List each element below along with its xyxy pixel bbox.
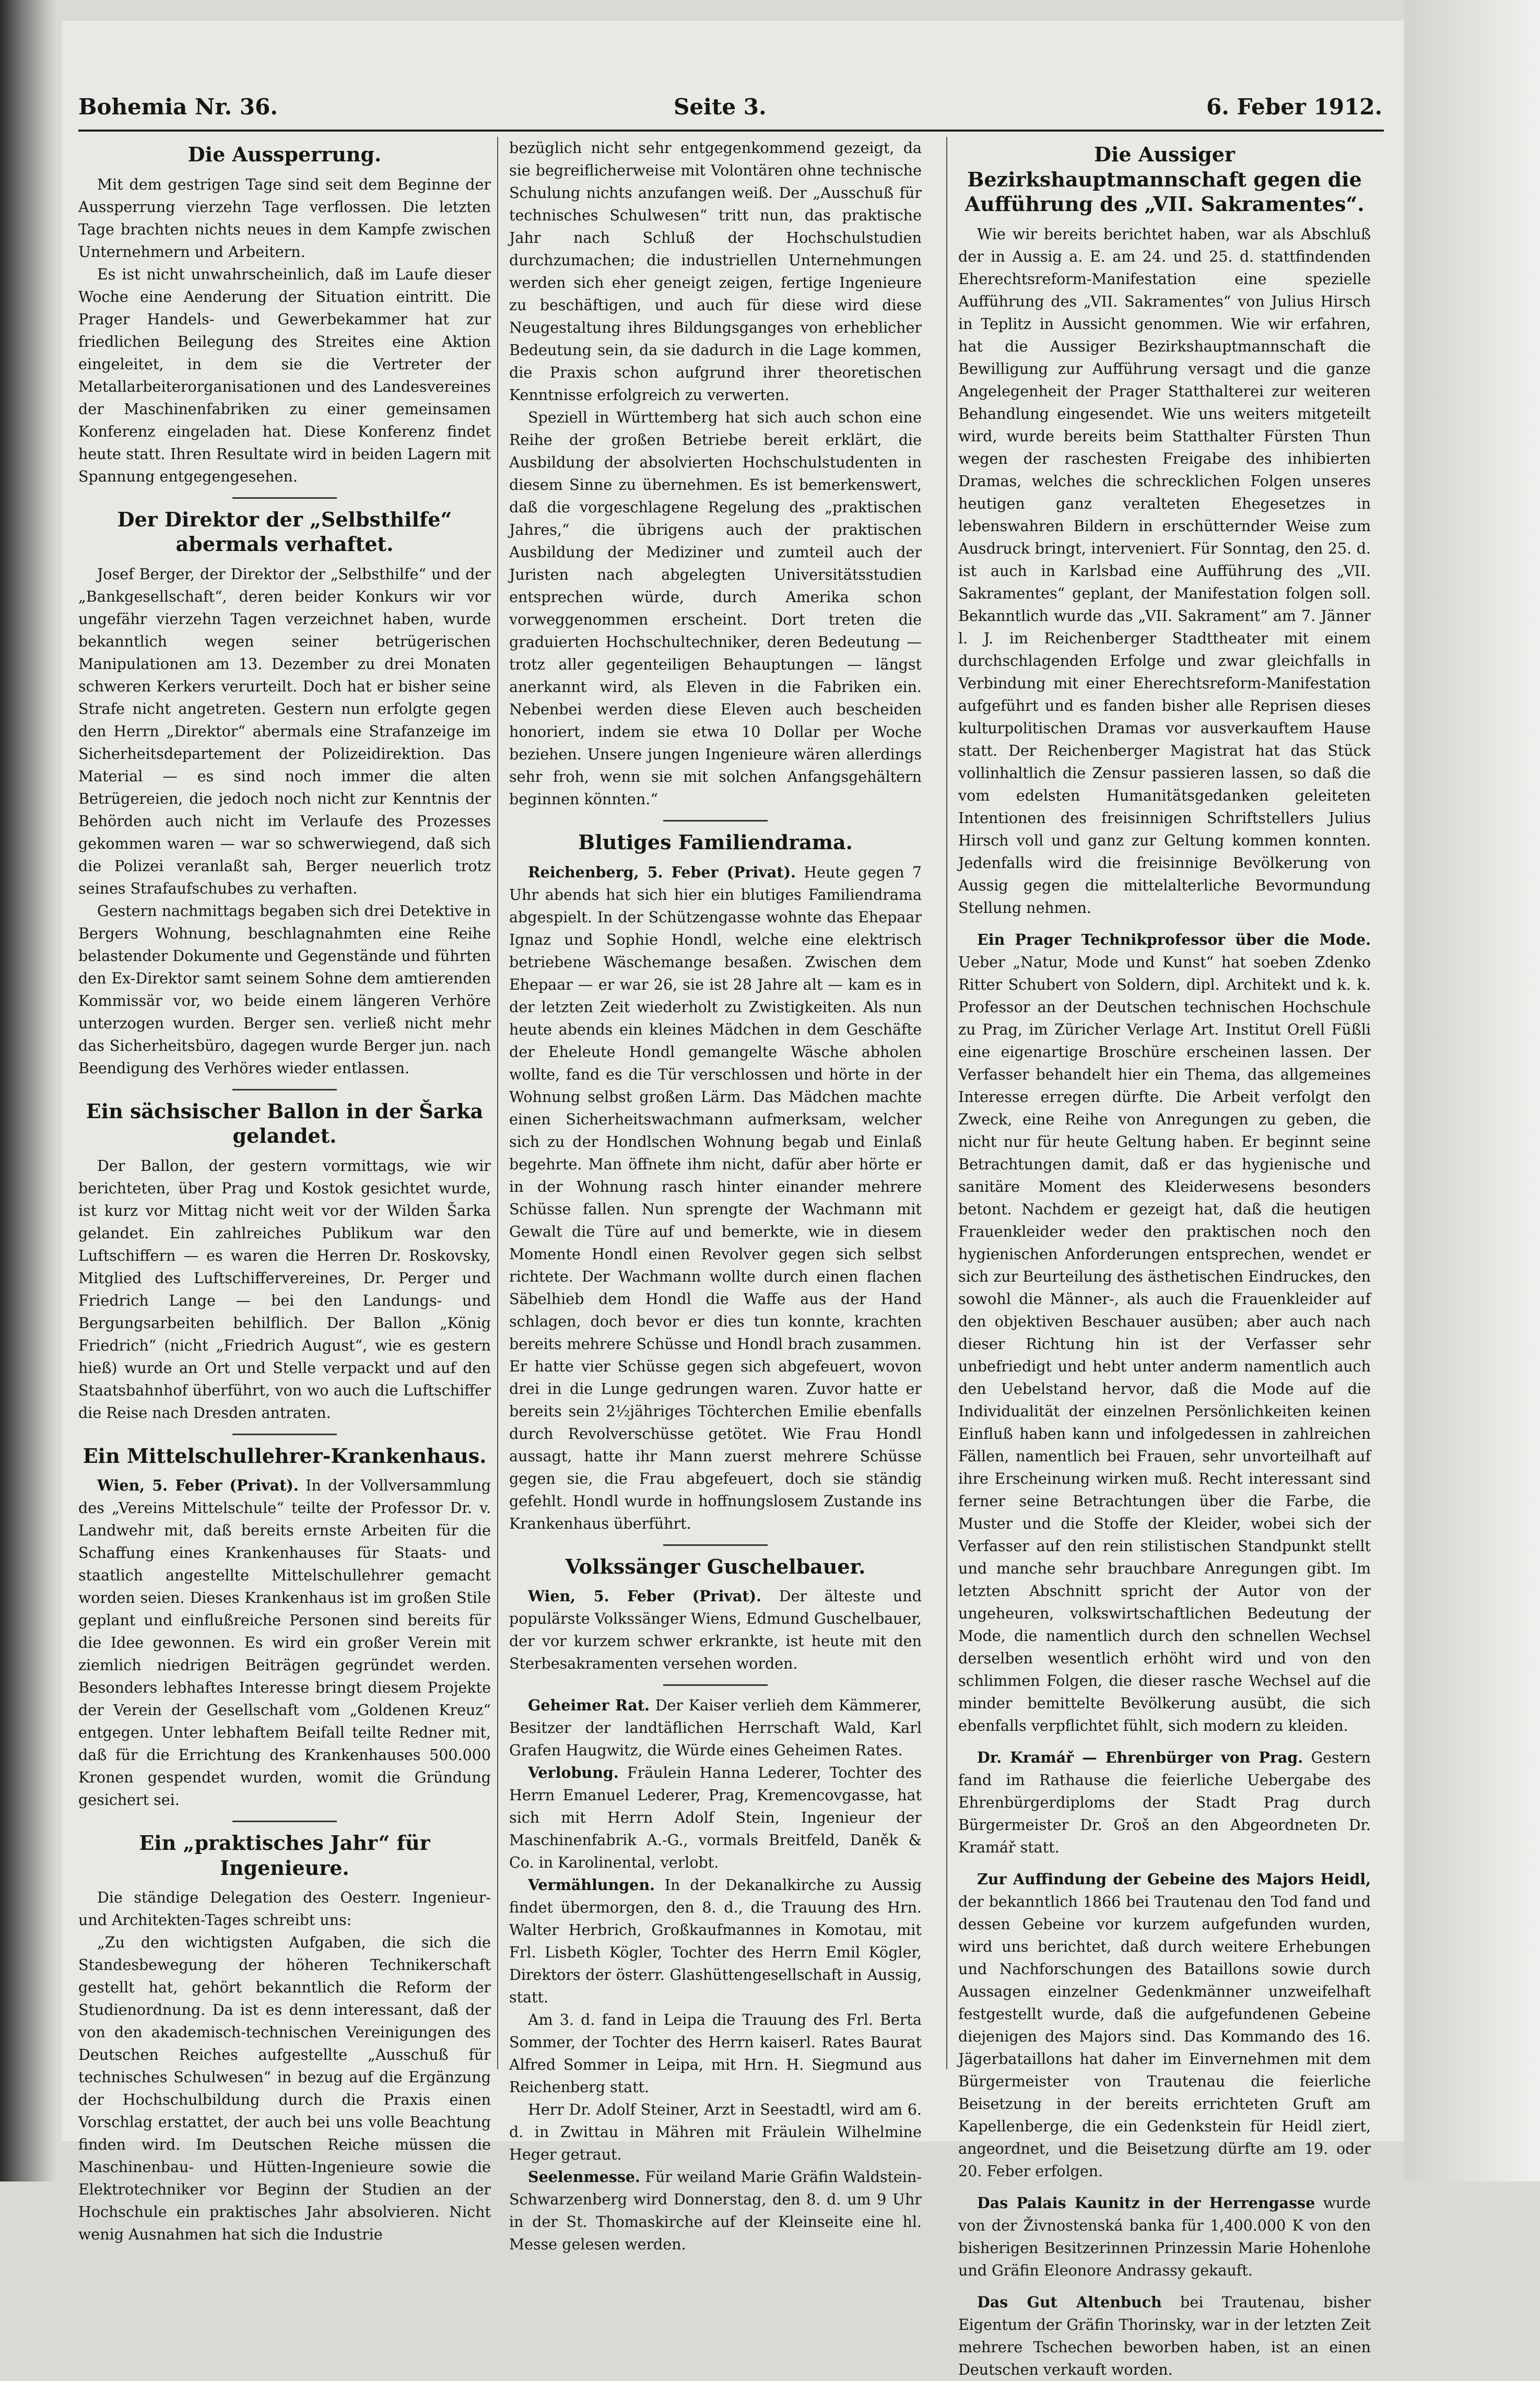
section-rule — [663, 820, 768, 822]
article-paragraph — [958, 2291, 1371, 2381]
dateline: Wien, 5. Feber (Privat). — [97, 1476, 299, 1494]
article-paragraph — [78, 1474, 491, 1811]
article-paragraph: Mit dem gestrigen Tage sind seit dem Beginne der Aussperrung vierzehn Tage verflossen. Die letzten Tage brachten nichts neues in dem Kampfe zwischen Unternehmern und Arbeitern. — [78, 175, 491, 261]
article-ballon — [78, 1099, 491, 1424]
article-paragraph: „Zu den wichtigsten Aufgaben, die sich die Standesbewegung der höheren Technikerschaft gestellt hat, gehört bekanntlich die Reform der Studienordnung. Da ist es denn interessant, daß der von den akademisch-technischen Vereinigungen des Deutschen Reiches aufgestellte „Ausschuß für technisches Schulwesen“ in bezug auf die Ergänzung der Hochschulbildung durch die Praxis einen Vorschlag erstattet, der auch bei uns volle Beachtung finden wird. Im Deutschen Reiche müssen die Maschinenbau- und Hütten-Ingenieure sowie die Elektrotechniker vor Beginn der Studien an der Hochschule ein praktisches Jahr absolvieren. Nicht wenig Ausnahmen hat sich die Industrie — [78, 1934, 491, 2243]
section-rule — [232, 1434, 337, 1435]
book-binding-shadow — [0, 0, 56, 2181]
article-headline: Der Direktor der „Selbsthilfe“ abermals verhaftet. — [117, 507, 452, 556]
dateline: Reichenberg, 5. Feber (Privat). — [528, 863, 796, 881]
section-rule — [232, 1821, 337, 1822]
page-edge — [1405, 0, 1540, 2181]
paragraph-lead: Das Gut Altenbuch — [977, 2293, 1162, 2311]
paragraph-lead: Zur Auffindung der Gebeine des Majors Heidl, — [977, 1870, 1371, 1888]
article-gesellschaft — [509, 1694, 922, 2256]
article-aussperrung — [78, 142, 491, 488]
article-paragraph — [509, 1874, 922, 2009]
article-praktisches-jahr-continued — [509, 137, 922, 811]
article-praktisches-jahr — [78, 1831, 491, 2246]
page-number: Seite 3. — [674, 94, 767, 120]
paragraph-lead: Dr. Kramář — Ehrenbürger von Prag. — [977, 1748, 1303, 1766]
column-separator — [497, 137, 498, 2069]
article-paragraph: Josef Berger, der Direktor der „Selbsthilfe“ und der „Bankgesellschaft“, deren beider Konkurs wir vor ungefähr vierzehn Tagen verzeichnet haben, wurde bekanntlich wegen seiner betrügerischen Manipulationen am 13. Dezember zu drei Monaten schweren Kerkers verurteilt. Doch hat er bisher seine Strafe nicht angetreten. Gestern nun erfolgte gegen den Herrn „Direktor“ abermals eine Strafanzeige im Sicherheitsdepartement der Polizeidirektion. Das Material — es sind noch immer die alten Betrügereien, die jedoch noch nicht zur Kenntnis der Behörden auch nicht im Verlaufe des Prozesses gekommen waren — war so schwerwiegend, daß sich die Polizei veranlaßt sah, Berger neuerlich trotz seines Strafaufschubes zu verhaften. — [78, 565, 491, 897]
article-headline: Blutiges Familiendrama. — [578, 830, 853, 854]
article-direktor — [78, 507, 491, 1080]
section-rule — [232, 1089, 337, 1090]
article-palais — [958, 2192, 1371, 2282]
article-paragraph: Gestern nachmittags begaben sich drei Detektive in Bergers Wohnung, beschlagnahmten eine Reihe belastender Dokumente und Gegenstände und führten den Ex-Direktor samt seinem Sohne dem amtierenden Kommissär vor, wo beide einem längeren Verhöre unterzogen wurden. Berger sen. verließ nicht mehr das Sicherheitsbüro, dagegen wurde Berger jun. nach Beendigung des Verhöres wieder entlassen. — [78, 902, 491, 1077]
article-paragraph — [509, 1694, 922, 1762]
paragraph-text: Der älteste und populärste Volkssänger Wiens, Edmund Guschelbauer, der vor kurzem schwer erkrankte, ist heute mit den Sterbesakramenten versehen worden. — [509, 1588, 922, 1672]
paragraph-text: Gestern fand im Rathause die feierliche Uebergabe des Ehrenbürgerdiploms der Stadt Prag durch Bürgermeister Dr. Groš an den Abgeordneten Dr. Kramář statt. — [958, 1749, 1371, 1856]
paragraph-lead: Das Palais Kaunitz in der Herrengasse — [977, 2194, 1315, 2212]
paragraph-text: der bekanntlich 1866 bei Trautenau den Tod fand und dessen Gebeine vor kurzem aufgefunden wurden, wird uns berichtet, daß durch weitere Erhebungen und Nachforschungen des Bataillons sowie durch Aussagen einzelner Gedenkmänner unzweifelhaft festgestellt wurde, daß die aufgefundenen Gebeine diejenigen des Majors sind. Das Kommando des 16. Jägerbataillons hat daher im Einvernehmen mit dem Bürgermeister von Trautenau die feierliche Beisetzung in der bereits errichteten Gruft am Kapellenberge, die ein Gedenkstein für Heidl ziert, angeordnet, und die Beisetzung dürfte am 19. oder 20. Feber erfolgen. — [958, 1893, 1371, 2180]
paragraph-lead: Seelenmesse. — [528, 2168, 640, 2186]
article-headline: Ein „praktisches Jahr“ für Ingenieure. — [139, 1831, 430, 1880]
paragraph-text: wurde von der Živnostenská banka für 1,400.000 K von den bisherigen Besitzerinnen Prinzessin Marie Hohenlohe und Gräfin Eleonore Andrassy gekauft. — [958, 2194, 1371, 2279]
article-paragraph — [509, 1585, 922, 1675]
column-3 — [958, 137, 1371, 2378]
paragraph-text: In der Dekanalkirche zu Aussig findet übermorgen, den 8. d., die Trauung des Hrn. Walter Herbrich, Großkaufmannes in Komotau, mit Frl. Lisbeth Kögler, Tochter des Herrn Emil Kögler, Direktors der österr. Glashüttengesellschaft in Aussig, statt. — [509, 1876, 922, 2006]
article-aussiger — [958, 142, 1371, 919]
article-major — [958, 1868, 1371, 2183]
article-paragraph: Herr Dr. Adolf Steiner, Arzt in Seestadtl, wird am 6. d. in Zwittau in Mähren mit Fräulein Wilhelmine Heger getraut. — [509, 2101, 922, 2163]
paragraph-text: Für weiland Marie Gräfin Waldstein-Schwarzenberg wird Donnerstag, den 8. d. um 9 Uhr in der St. Thomaskirche auf der Kleinseite eine hl. Messe gelesen werden. — [509, 2168, 922, 2253]
article-paragraph — [509, 2166, 922, 2256]
article-paragraph: bezüglich nicht sehr entgegenkommend gezeigt, da sie begreiflicherweise mit Volontären ohne technische Schulung nichts anzufangen weiß. Der „Ausschuß für technisches Schulwesen“ tritt nun, das praktische Jahr nach Schluß der Hochschulstudien durchzumachen; die industriellen Unternehmungen werden sich eher geneigt zeigen, fertige Ingenieure zu beschäftigen, und auch für diese wird diese Neugestaltung ihres Bildungsganges von erheblicher Bedeutung sein, da sie dadurch in die Lage kommen, die Praxis schon aufgrund ihrer theoretischen Kenntnisse erfolgreich zu verwerten. — [509, 139, 922, 404]
article-paragraph: Der Ballon, der gestern vormittags, wie wir berichteten, über Prag und Kostok gesichtet wurde, ist kurz vor Mittag nicht weit vor der Wilden Šarka gelandet. Ein zahlreiches Publikum war den Luftschiffern — es waren die Herren Dr. Roskovsky, Mitglied des Luftschiffervereines, Dr. Perger und Friedrich Lange — bei den Landungs- und Bergungsarbeiten behilflich. Der Ballon „König Friedrich“ (nicht „Friedrich August“, wie es gestern hieß) wurde an Ort und Stelle verpackt und auf den Staatsbahnhof überführt, von wo auch die Luftschiffer die Reise nach Dresden antraten. — [78, 1157, 491, 1422]
article-paragraph — [958, 1868, 1371, 2183]
section-rule — [232, 497, 337, 499]
article-headline: Volkssänger Guschelbauer. — [565, 1554, 866, 1578]
article-paragraph — [509, 1762, 922, 1874]
article-technikprofessor — [958, 929, 1371, 1737]
article-headline: Die Aussiger Bezirkshauptmannschaft gegen die Aufführung des „VII. Sakramentes“. — [965, 143, 1365, 216]
paragraph-text: bei Trautenau, bisher Eigentum der Gräfin Thorinsky, war in der letzten Zeit mehrere Tschechen beworben haben, ist an einen Deutschen verkauft worden. — [958, 2293, 1371, 2378]
article-paragraph: Wie wir bereits berichtet haben, war als Abschluß der in Aussig a. E. am 24. und 25. d. stattfindenden Eherechtsreform-Manifestation eine spezielle Aufführung des „VII. Sakramentes“ von Julius Hirsch in Teplitz in Aussicht genommen. Wie wir erfahren, hat die Aussiger Bezirkshauptmannschaft die Bewilligung zur Aufführung versagt und die ganze Angelegenheit der Prager Statthalterei zur weiteren Behandlung eingesendet. Wie uns weiters mitgeteilt wird, wurde bereits beim Statthalter Fürsten Thun wegen der raschesten Freigabe des inhibierten Dramas, welches die schrecklichen Folgen unseres heutigen ganz veralteten Ehegesetzes in lebenswahren Bildern in erschütternder Weise zum Ausdruck bringt, interveniert. Für Sonntag, den 25. d. ist auch in Karlsbad eine Aufführung des „VII. Sakramentes“ geplant, der Manifestation folgen soll. Bekanntlich wurde das „VII. Sakrament“ am 7. Jänner l. J. im Reichenberger Stadttheater mit einem durchschlagenden Erfolge und zwar gleichfalls in Verbindung mit einer Eherechtsreform-Manifestation aufgeführt und es fanden bisher alle Reprisen dieses kulturpolitischen Dramas vor ausverkauftem Hause statt. Der Reichenberger Magistrat hat das Stück vollinhaltlich die Zensur passieren lassen, so daß die vom edelsten Humanitätsgedanken geleiteten Intentionen des freisinnigen Schriftstellers Julius Hirsch voll und ganz zur Geltung kommen konnten. Jedenfalls wird die freisinnige Bevölkerung von Aussig gegen die mittelalterliche Bevormundung Stellung nehmen. — [958, 225, 1371, 917]
column-2 — [509, 137, 922, 2253]
column-1 — [78, 137, 491, 2243]
header-rule — [78, 130, 1384, 132]
paragraph-lead: Geheimer Rat. — [528, 1696, 650, 1714]
article-headline: Ein Mittelschullehrer-Krankenhaus. — [83, 1444, 487, 1468]
article-paragraph — [958, 929, 1371, 1737]
paragraph-text: In der Vollversammlung des „Vereins Mittelschule“ teilte der Professor Dr. v. Landwehr mit, daß bereits ernste Arbeiten für die Schaffung eines Krankenhauses für Staats- und staatlich angestellte Mittelschullehrer gemacht worden seien. Dieses Krankenhaus ist im großen Stile geplant und einflußreiche Personen sind bereits für die Idee gewonnen. Es wird ein großer Verein mit ziemlich niedrigen Beiträgen gegründet werden. Besonders lebhaftes Interesse bringt diesem Projekte der Verein der Gesellschaft vom „Goldenen Kreuz“ entgegen. Unter lebhaftem Beifall teilte Redner mit, daß für die Errichtung des Krankenhauses 500.000 Kronen gespendet wurden, womit die Gründung gesichert sei. — [78, 1477, 491, 1809]
paragraph-text: Heute gegen 7 Uhr abends hat sich hier ein blutiges Familiendrama abgespielt. In der Schützengasse wohnte das Ehepaar Ignaz und Sophie Hondl, welche eine elektrisch betriebene Wäschemange besaßen. Zwischen dem Ehepaar — er war 26, sie ist 28 Jahre alt — kam es in der letzten Zeit wiederholt zu Zwistigkeiten. Als nun heute abends ein kleines Mädchen in dem Geschäfte der Eheleute Hondl gemangelte Wäsche abholen wollte, fand es die Tür verschlossen und hörte in der Wohnung selbst großen Lärm. Das Mädchen machte einen Sicherheitswachmann aufmerksam, welcher sich zu der Hondlschen Wohnung begab und Einlaß begehrte. Man öffnete ihm nicht, dafür aber hörte er in der Wohnung rasch hinter einander mehrere Schüsse fallen. Nun sprengte der Wachmann mit Gewalt die Türe auf und bemerkte, wie in diesem Momente Hondl einen Revolver gegen sich selbst richtete. Der Wachmann wollte durch einen flachen Säbelhieb dem Hondl die Waffe aus der Hand schlagen, doch bevor er dies tun konnte, krachten bereits mehrere Schüsse und Hondl brach zusammen. Er hatte vier Schüsse gegen sich abgefeuert, wovon drei in die Lunge gedrungen waren. Zuvor hatte er bereits sein 2½jähriges Töchterchen Emilie ebenfalls durch Revolverschüsse getötet. Wie Frau Hondl aussagt, hatte ihr Mann zuerst mehrere Schüsse gegen sie, die Frau abgefeuert, doch sie ständig gefehlt. Hondl wurde in hoffnungslosem Zustande ins Krankenhaus überführt. — [509, 863, 922, 1532]
paragraph-lead: Ein Prager Technikprofessor über die Mode. — [977, 930, 1371, 948]
article-paragraph: Am 3. d. fand in Leipa die Trauung des Frl. Berta Sommer, der Tochter des Herrn kaiserl. Rates Baurat Alfred Sommer in Leipa, mit Hrn. H. Siegmund aus Reichenberg statt. — [509, 2011, 922, 2096]
masthead-issue: Bohemia Nr. 36. — [78, 94, 278, 120]
article-kramar — [958, 1746, 1371, 1859]
paragraph-text: Ueber „Natur, Mode und Kunst“ hat soeben Zdenko Ritter Schubert von Soldern, dipl. Architekt und k. k. Professor an der Deutschen technischen Hochschule zu Prag, im Züricher Verlage Art. Institut Orell Füßli eine eigenartige Broschüre erscheinen lassen. Der Verfasser behandelt hier ein Thema, das allgemeines Interesse erregen dürfte. Die Arbeit verfolgt den Zweck, eine Reihe von Anregungen zu geben, die nicht nur für heute Geltung haben. Er beginnt seine Betrachtungen damit, daß er das hygienische und sanitäre Moment des Kleiderwesens besonders betont. Nachdem er gezeigt hat, daß die heutigen Frauenkleider weder den praktischen noch den hygienischen Anforderungen entsprechen, wendet er sich zur Beurteilung des ästhetischen Eindruckes, den sowohl die Männer-, als auch die Frauenkleider auf den objektiven Beschauer ausüben; aber auch nach dieser Richtung hin ist der Verfasser sehr unbefriedigt und hebt unter anderm namentlich auch den Uebelstand hervor, daß die Mode auf die Individualität der einzelnen Persönlichkeiten keinen Einfluß haben kann und infolgedessen in zahlreichen Fällen, namentlich bei Frauen, sehr unvorteilhaft auf ihre Erscheinung wirken muß. Recht interessant sind ferner seine Betrachtungen über die Farbe, die Muster und die Stoffe der Kleider, wobei sich der Verfasser auf den rein stilistischen Standpunkt stellt und manche sehr brauchbare Anregungen gibt. Im letzten Abschnitt spricht der Autor von der ungeheuren, volkswirtschaftlichen Bedeutung der Mode, die namentlich durch den schnellen Wechsel derselben wesentlich erhöht wird und von den schlimmen Folgen, die dieser rasche Wechsel auf die minder bemittelte Bevölkerung ausübt, die sich ebenfalls verpflichtet fühlt, sich modern zu kleiden. — [958, 953, 1371, 1734]
paragraph-text: Der Kaiser verlieh dem Kämmerer, Besitzer der landtäflichen Herrschaft Wald, Karl Grafen Haugwitz, die Würde eines Geheimen Rates. — [509, 1697, 922, 1759]
article-paragraph: Die ständige Delegation des Oesterr. Ingenieur- und Architekten-Tages schreibt uns: — [78, 1889, 491, 1929]
article-familiendrama — [509, 830, 922, 1535]
column-separator — [946, 137, 947, 2069]
article-paragraph — [958, 2192, 1371, 2282]
paragraph-text: Fräulein Hanna Lederer, Tochter des Herrn Emanuel Lederer, Prag, Kremencovgasse, hat sich mit Herrn Adolf Stein, Ingenieur der Maschinenfabrik A.-G., vormals Breitfeld, Daněk & Co. in Karolinental, verlobt. — [509, 1764, 922, 1871]
article-gut — [958, 2291, 1371, 2381]
issue-date: 6. Feber 1912. — [1206, 94, 1383, 120]
section-rule — [663, 1544, 768, 1546]
article-headline: Ein sächsischer Ballon in der Šarka gelandet. — [86, 1099, 484, 1147]
article-paragraph: Speziell in Württemberg hat sich auch schon eine Reihe der großen Betriebe bereit erklärt, die Ausbildung der absolvierten Hochschulstudenten in diesem Sinne zu übernehmen. Es ist bemerkenswert, daß die vorgeschlagene Regelung des „praktischen Jahres,“ die übrigens auch der praktischen Ausbildung der Mediziner und zumteil auch der Juristen nach abgelegten Universitätsstudien entsprechen würde, durch Amerika schon vorweggenommen erscheint. Dort treten die graduierten Hochschultechniker, deren Bedeutung — trotz aller gegenteiligen Behauptungen — längst anerkannt wird, als Eleven in die Fabriken ein. Nebenbei werden diese Eleven auch bescheiden honoriert, indem sie etwa 10 Dollar per Woche beziehen. Unsere jungen Ingenieure wären allerdings sehr froh, wenn sie mit solchen Anfangsgehältern beginnen könnten.“ — [509, 409, 922, 808]
article-paragraph — [958, 1746, 1371, 1859]
article-paragraph: Es ist nicht unwahrscheinlich, daß im Laufe dieser Woche eine Aenderung der Situation eintritt. Die Prager Handels- und Gewerbekammer hat zur friedlichen Beilegung des Streites eine Aktion eingeleitet, in dem sie die Vertreter der Metallarbeiterorganisationen und des Landesvereines der Maschinenfabriken zu einer gemeinsamen Konferenz eingeladen hat. Diese Konferenz findet heute statt. Ihren Resultate wird in beiden Lagern mit Spannung entgegengesehen. — [78, 265, 491, 485]
dateline: Wien, 5. Feber (Privat). — [528, 1587, 761, 1605]
paragraph-lead: Verlobung. — [528, 1764, 619, 1781]
article-volkssaenger — [509, 1554, 922, 1675]
section-rule — [663, 1684, 768, 1686]
article-paragraph — [509, 861, 922, 1535]
paragraph-lead: Vermählungen. — [528, 1876, 655, 1894]
article-krankenhaus — [78, 1444, 491, 1812]
article-headline: Die Aussperrung. — [187, 143, 382, 166]
